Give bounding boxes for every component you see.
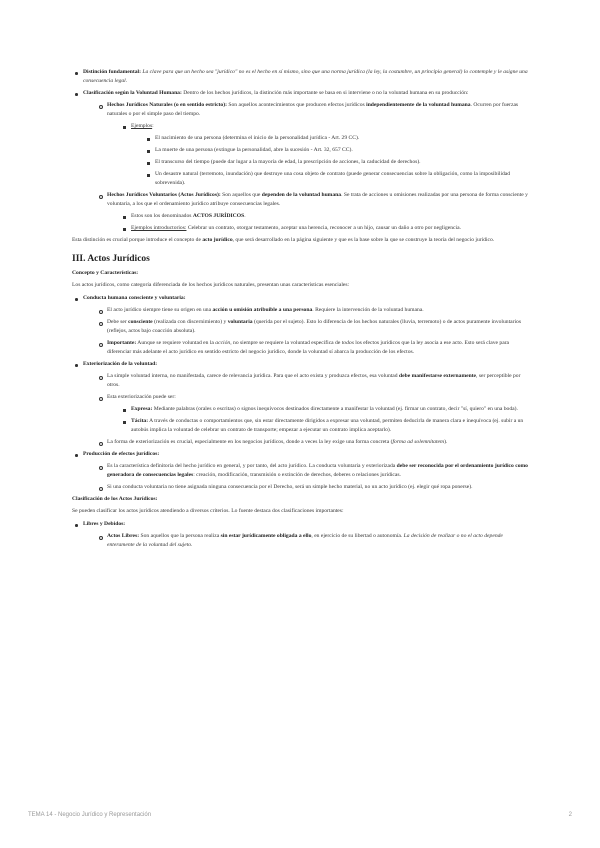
list-item — [120, 212, 528, 221]
emphasis: debe ser reconocida por el ordenamiento jurídico como generadora de consecuencias legales — [107, 463, 528, 478]
text: Celebrar un contrato, otorgar testamento, aceptar una herencia, reconocer a un hijo, causar un daño a otro por negligencia. — [186, 225, 461, 231]
list-item-libres — [72, 520, 528, 550]
sublist — [144, 134, 528, 188]
bullet-icon — [75, 524, 78, 527]
list-item — [96, 393, 528, 435]
bullet-icon — [99, 105, 103, 109]
text: : — [152, 123, 154, 129]
list-item — [96, 318, 528, 336]
text: La clave para que un hecho sea "jurídico" no es el hecho en sí mismo, sino que una norma jurídica (la ley, la costumbre, un principio general) lo contemple y le asigne una consecuencia legal. — [83, 69, 528, 84]
bullet-icon — [99, 310, 103, 314]
bullet-icon — [123, 228, 126, 231]
bullet-icon — [99, 322, 103, 326]
bullet-icon — [99, 376, 103, 380]
sublist — [120, 405, 528, 435]
emphasis: consciente — [128, 319, 153, 325]
text: Estos son los denominados — [131, 213, 193, 219]
term: Libres y Debidos: — [83, 521, 126, 527]
bullet-icon — [75, 298, 78, 301]
text: Esta exteriorización puede ser: — [107, 394, 176, 400]
term: Clasificación según la Voluntad Humana: — [83, 90, 182, 96]
list-item-distincion — [72, 68, 528, 86]
intro-paragraph: Los actos jurídicos, como categoría diferenciada de los hechos jurídicos naturales, presentan unas características esenciales: — [72, 282, 350, 288]
list-item-naturales — [96, 101, 528, 188]
list-item — [120, 405, 528, 414]
text: . Se trata de acciones u omisiones realizadas por una persona de forma consciente y voluntaria, a los que el ordenamiento jurídico atribuye consecuencias legales. — [107, 192, 528, 207]
text: . Requiere la intervención de la voluntad humana. — [312, 307, 424, 313]
list-item — [120, 224, 528, 233]
bullet-icon — [99, 466, 103, 470]
bullet-icon — [99, 343, 103, 347]
term: Expresa: — [131, 406, 153, 412]
sublist — [96, 101, 528, 233]
list-item — [144, 170, 528, 188]
page-footer — [28, 812, 572, 818]
list-item — [120, 417, 528, 435]
list-item-clasificacion — [72, 89, 528, 233]
list-item — [96, 339, 528, 357]
text: : creación, modificación, transmisión o extinción de derechos, deberes o relaciones jurídicas. — [193, 472, 401, 478]
text: A través de conductas o comportamientos que, sin estar directamente dirigidos a expresar una voluntad, permiten deducirla de manera clara e inequívoca (ej. subir a un autobús implica la voluntad de celebrar un contrato de transporte; empezar a ejecutar un contrato implica aceptarlo). — [131, 418, 524, 433]
text: Debe ser — [107, 319, 129, 325]
text: , en ejercicio de su libertad o autonomía. — [311, 533, 404, 539]
list-item-conducta — [72, 294, 528, 357]
emphasis: Importante: — [107, 340, 137, 346]
bullet-icon — [147, 150, 150, 153]
top-list — [72, 68, 528, 233]
text: Es la característica definitoria del hecho jurídico en general, y por tanto, del acto jurídico. La conducta voluntaria y exteriorizada — [107, 463, 397, 469]
term: Producción de efectos jurídicos: — [83, 451, 160, 457]
text: . — [244, 213, 246, 219]
list-item — [96, 306, 528, 315]
list-item — [96, 483, 528, 492]
text: La muerte de una persona (extingue la personalidad, abre la sucesión - Art. 32, 657 CC). — [155, 147, 353, 153]
closing-paragraph — [72, 236, 528, 245]
emphasis: acto jurídico — [202, 237, 233, 243]
section-title: III. Actos Jurídicos — [72, 254, 150, 264]
italic: acción — [215, 340, 231, 346]
subsection-title: Clasificación de los Actos Jurídicos: — [72, 496, 158, 502]
emphasis: debe manifestarse externamente — [399, 373, 477, 379]
list-item — [96, 462, 528, 480]
bullet-icon — [123, 409, 126, 412]
italic: todos — [341, 340, 354, 346]
list-item — [144, 146, 528, 155]
list-item — [144, 134, 528, 143]
text: El acto jurídico siempre tiene su origen en una — [107, 307, 213, 313]
classification-list — [72, 520, 528, 550]
sublist — [96, 306, 528, 357]
list-item — [96, 438, 528, 447]
footer-title: TEMA 14 - Negocio Jurídico y Representación — [28, 812, 152, 818]
bullet-icon — [123, 421, 126, 424]
emphasis: voluntaria — [227, 319, 253, 325]
text: los efectos jurídicos que la ley asocia a ese acto. Esto será clave para diferenciar más adelante el acto jurídico en sentido estricto del negocio jurídico, donde la voluntad sí abarca la producción de los efectos. — [107, 340, 510, 355]
list-item-exteriorizacion — [72, 360, 528, 447]
bullet-icon — [75, 364, 78, 367]
text: (realizada con discernimiento) y — [152, 319, 228, 325]
italic: La decisión de realizar o no el acto depende enteramente de la voluntad del sujeto. — [107, 533, 503, 548]
bullet-icon — [75, 72, 78, 75]
text: , no siempre se requiere la voluntad específica de — [230, 340, 342, 346]
list-item — [96, 532, 528, 550]
text: Aunque se requiere voluntad en la — [136, 340, 216, 346]
term: Hechos Jurídicos Naturales (o en sentido estricto): — [107, 102, 227, 108]
italic: forma ad solemnitatem — [392, 439, 445, 445]
text: , ser perceptible por otros. — [107, 373, 521, 388]
text: Son aquellos acontecimientos que producen efectos jurídicos — [226, 102, 367, 108]
term: Tácita: — [131, 418, 149, 424]
bullet-icon — [147, 174, 150, 177]
sublist — [96, 532, 528, 550]
term: Distinción fundamental: — [83, 69, 141, 75]
list-item — [96, 372, 528, 390]
text: Esta distinción es crucial porque introduce el concepto de — [72, 237, 203, 243]
subsection-title: Concepto y Características: — [72, 270, 139, 276]
bullet-icon — [75, 454, 78, 457]
emphasis: sin estar jurídicamente obligada a ello — [220, 533, 312, 539]
text: ). — [444, 439, 448, 445]
intro-paragraph: Se pueden clasificar los actos jurídicos atendiendo a diversos criterios. Lo fuente destaca dos clasificaciones importantes: — [72, 508, 344, 514]
text: (querida por el sujeto). Esto lo diferencia de los hechos naturales (lluvia, terremoto) o de actos puramente involuntarios (reflejos, actos bajo coacción absoluta). — [107, 319, 521, 334]
bullet-icon — [147, 138, 150, 141]
text: . Ocurren por fuerzas naturales o por el simple paso del tiempo. — [107, 102, 519, 117]
list-item — [144, 158, 528, 167]
list-item-voluntarios — [96, 191, 528, 233]
text: Dentro de los hechos jurídicos, la distinción más importante se basa en si interviene o no la voluntad humana en su producción: — [181, 90, 469, 96]
term: Actos Libres: — [107, 533, 140, 539]
text: Un desastre natural (terremoto, inundación) que destruye una cosa objeto de contrato (puede generar consecuencias sobre la obligación, como la imposibilidad sobrevenida). — [155, 171, 511, 186]
bullet-icon — [99, 487, 103, 491]
document-body — [72, 68, 528, 553]
text: , que será desarrollado en la página siguiente y que es la base sobre la que se construye la teoría del negocio jurídico. — [232, 237, 495, 243]
characteristics-list — [72, 294, 528, 492]
bullet-icon — [99, 536, 103, 540]
text: Son aquellos que — [220, 192, 262, 198]
text: Son aquellos que la persona realiza — [139, 533, 221, 539]
page-number: 2 — [568, 812, 572, 818]
emphasis: acción u omisión atribuible a una persona — [212, 307, 313, 313]
sublist — [120, 122, 528, 188]
sublist — [120, 212, 528, 233]
bullet-icon — [147, 162, 150, 165]
label: Ejemplos — [131, 123, 153, 129]
text: La forma de exteriorización es crucial, especialmente en los negocios jurídicos, donde a veces la ley exige una forma concreta ( — [107, 439, 393, 445]
text: El nacimiento de una persona (determina el inicio de la personalidad jurídica - Art. 29 CC). — [155, 135, 360, 141]
bullet-icon — [123, 126, 126, 129]
term: Hechos Jurídicos Voluntarios (Actos Jurídicos): — [107, 192, 221, 198]
text: La simple voluntad interna, no manifestada, carece de relevancia jurídica. Para que el acto exista y produzca efectos, esa voluntad — [107, 373, 399, 379]
text: Si una conducta voluntaria no tiene asignada ninguna consecuencia por el Derecho, será un simple hecho material, no un acto jurídico (ej. elegir qué ropa ponerse). — [107, 484, 473, 490]
bullet-icon — [99, 397, 103, 401]
label: Ejemplos introductorios: — [131, 225, 187, 231]
text: El transcurso del tiempo (puede dar lugar a la mayoría de edad, la prescripción de acciones, la caducidad de derechos). — [155, 159, 421, 165]
emphasis: ACTOS JURÍDICOS — [192, 213, 245, 219]
term: Exteriorización de la voluntad: — [83, 361, 158, 367]
sublist — [96, 462, 528, 492]
list-item-ejemplos — [120, 122, 528, 188]
term: Conducta humana consciente y voluntaria: — [83, 295, 186, 301]
emphasis: dependen de la voluntad humana — [261, 192, 342, 198]
emphasis: independientemente de la voluntad humana — [366, 102, 471, 108]
bullet-icon — [75, 93, 78, 96]
list-item-efectos — [72, 450, 528, 492]
sublist — [96, 372, 528, 447]
bullet-icon — [99, 442, 103, 446]
bullet-icon — [99, 195, 103, 199]
text: Mediante palabras (orales o escritas) o signos inequívocos destinados directamente a manifestar la voluntad (ej. firmar un contrato, decir "sí, quiero" en una boda). — [152, 406, 518, 412]
bullet-icon — [123, 216, 126, 219]
